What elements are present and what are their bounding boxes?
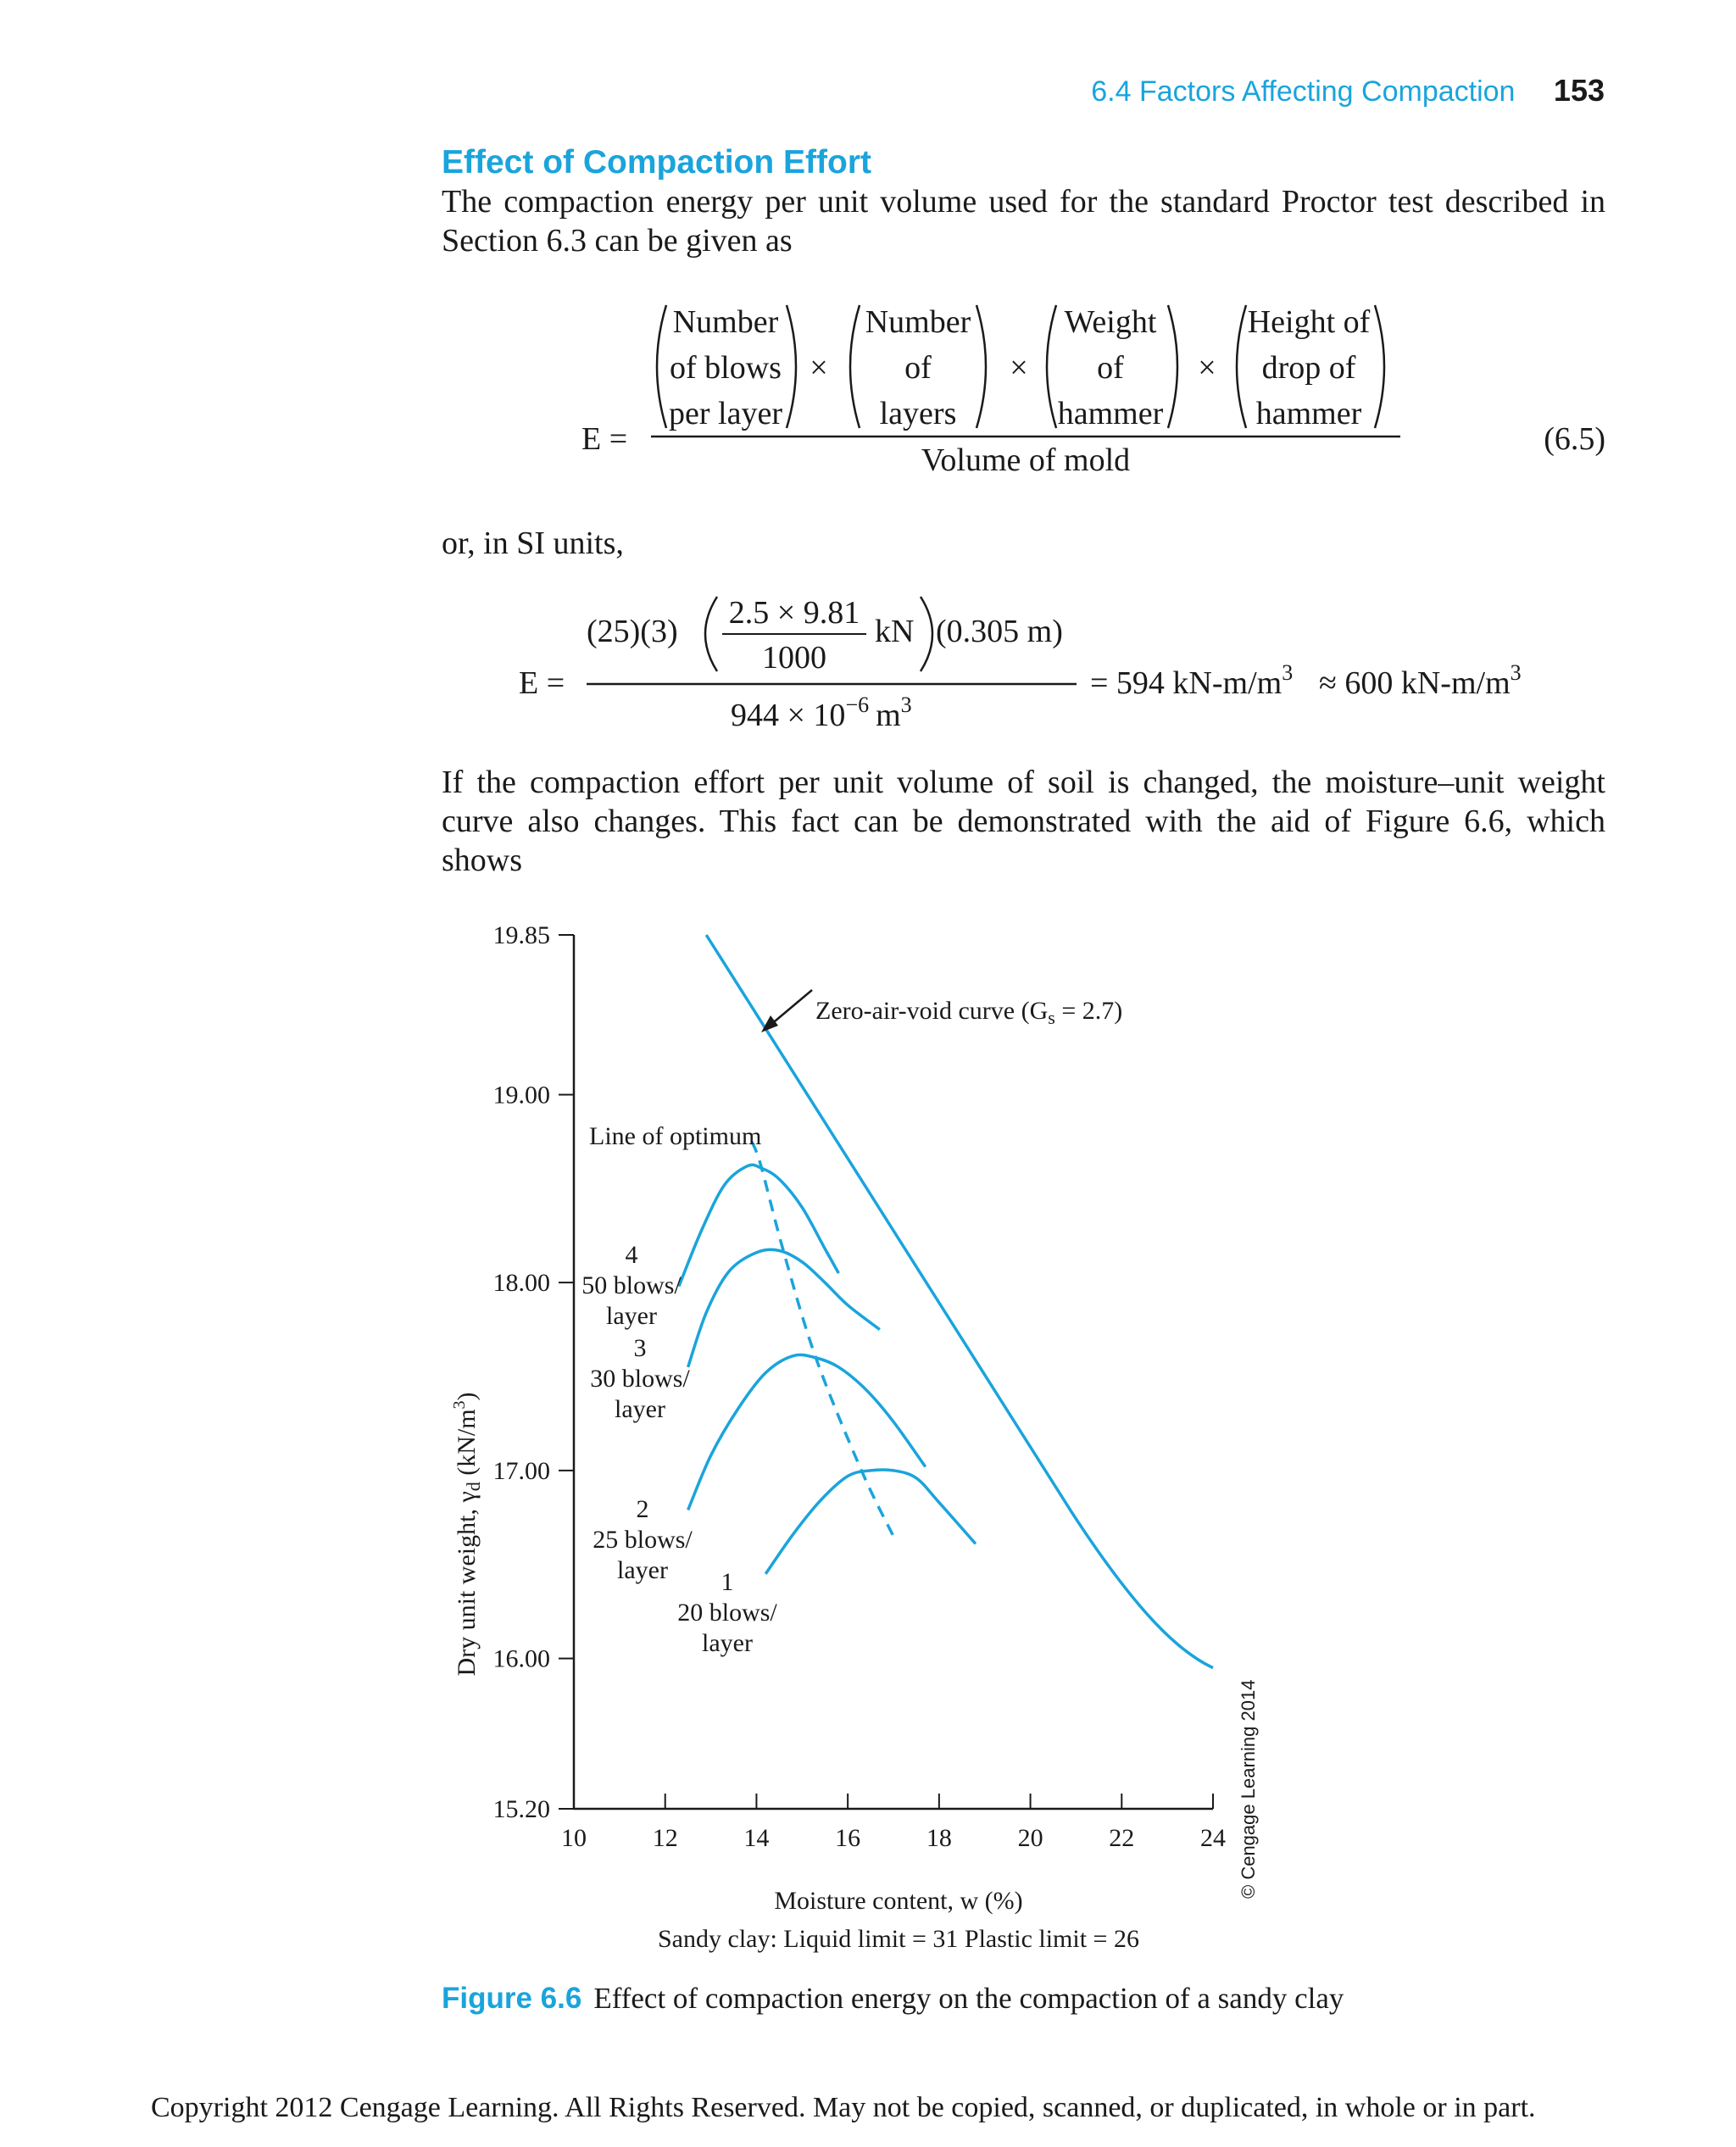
compaction-curve-4: [679, 1165, 839, 1286]
times-sign: ×: [810, 350, 828, 386]
x-axis-subtitle: Sandy clay: Liquid limit = 31 Plastic limit = 26: [658, 1925, 1139, 1953]
page-number: 153: [1553, 73, 1605, 108]
factor1-line1: Number: [672, 304, 779, 340]
figure-label: Figure 6.6: [442, 1982, 582, 2015]
curve-4-blows: 50 blows/: [581, 1271, 682, 1299]
factor3-line3: hammer: [1057, 396, 1164, 431]
x-tick-label: 12: [652, 1824, 678, 1852]
y-tick-label: 19.85: [492, 921, 550, 949]
figure-caption-text: Effect of compaction energy on the compaction of a sandy clay: [593, 1982, 1344, 2015]
si-denominator: $944 \times 10^{-6}$ $m^3$: [731, 692, 912, 733]
section-heading: Effect of Compaction Effort: [442, 144, 871, 181]
body-paragraph: or, in SI units,: [442, 526, 624, 561]
zero-air-void-label: Zero-air-void curve $(G_s = 2.7)$: [815, 997, 1123, 1028]
copyright-notice: Copyright 2012 Cengage Learning. All Rights Reserved. May not be copied, scanned, or duplicated, in whole or in part.: [151, 2092, 1536, 2123]
result-594: = 594 $kN-m/m^3$: [1090, 660, 1294, 701]
factor4-line2: drop of: [1261, 350, 1356, 386]
result-600: ≈ 600 $kN-m/m^3$: [1319, 660, 1522, 701]
line-of-optimum: [752, 1142, 893, 1537]
x-axis-label: Moisture content, w (%): [774, 1887, 1023, 1915]
inner-denominator: 1000: [762, 640, 826, 676]
chart-curves: [679, 935, 1213, 1668]
line-of-optimum-label: Line of optimum: [589, 1122, 762, 1150]
curve-3-layer: layer: [615, 1395, 665, 1423]
curve-1-layer: layer: [702, 1629, 753, 1657]
credit-line: © Cengage Learning 2014: [1238, 1679, 1259, 1899]
coefficients: (25)(3): [587, 614, 678, 649]
factor2-line3: layers: [879, 396, 957, 431]
y-tick-label: 18.00: [492, 1269, 550, 1298]
drop-height: (0.305 m): [936, 614, 1063, 649]
factor1-line2: of blows: [670, 350, 782, 386]
curve-2-blows: 25 blows/: [593, 1526, 693, 1554]
body-paragraph: The compaction energy per unit volume used for the standard Proctor test described in Section 6.3 can be given as: [442, 184, 1605, 259]
x-tick-label: 10: [561, 1824, 587, 1852]
x-tick-label: 16: [835, 1824, 861, 1852]
curve-4-number: 4: [625, 1241, 638, 1269]
curve-1-blows: 20 blows/: [677, 1599, 777, 1627]
factor2-line1: Number: [865, 304, 971, 340]
curve-3-blows: 30 blows/: [590, 1365, 690, 1393]
x-tick-label: 14: [743, 1824, 770, 1852]
factor3-line1: Weight: [1064, 304, 1157, 340]
curve-3-number: 3: [633, 1334, 647, 1362]
kn-unit: kN: [875, 614, 915, 649]
y-tick-label: 17.00: [492, 1456, 550, 1485]
equation-lhs: E =: [581, 421, 628, 457]
equation-lhs: E =: [519, 665, 565, 701]
x-tick-label: 20: [1017, 1824, 1043, 1852]
curve-1-number: 1: [721, 1568, 734, 1596]
curve-2-number: 2: [636, 1495, 649, 1523]
x-tick-label: 24: [1200, 1824, 1226, 1852]
equation-denominator: Volume of mold: [921, 442, 1131, 478]
factor1-line3: per layer: [669, 396, 782, 431]
factor2-line2: of: [904, 350, 932, 386]
compaction-curve-1: [765, 1470, 976, 1574]
times-sign: ×: [1198, 350, 1216, 386]
compaction-curve-3: [688, 1249, 880, 1367]
factor4-line1: Height of: [1247, 304, 1371, 340]
x-tick-label: 22: [1109, 1824, 1135, 1852]
compaction-curve-2: [688, 1354, 926, 1510]
curve-4-layer: layer: [606, 1302, 657, 1330]
y-tick-label: 19.00: [492, 1081, 550, 1110]
inner-numerator: 2.5 × 9.81: [728, 595, 860, 631]
y-tick-label: 15.20: [492, 1795, 550, 1823]
y-axis-label: Dry unit weight, $\gamma_d$ $(kN/m^3)$: [450, 1392, 484, 1677]
y-tick-label: 16.00: [492, 1644, 550, 1673]
times-sign: ×: [1010, 350, 1028, 386]
body-paragraph: If the compaction effort per unit volume of soil is changed, the moisture–unit weight curve also changes. This fact can be demonstrated with the aid of Figure 6.6, which shows: [442, 765, 1605, 878]
factor4-line3: hammer: [1255, 396, 1362, 431]
factor3-line2: of: [1097, 350, 1124, 386]
equation-number: (6.5): [1544, 421, 1605, 457]
zero-air-void-curve: [706, 935, 1213, 1668]
x-tick-label: 18: [926, 1824, 952, 1852]
section-title: 6.4 Factors Affecting Compaction: [1091, 75, 1516, 108]
curve-2-layer: layer: [617, 1556, 668, 1584]
figure-caption: [442, 1982, 1344, 2016]
